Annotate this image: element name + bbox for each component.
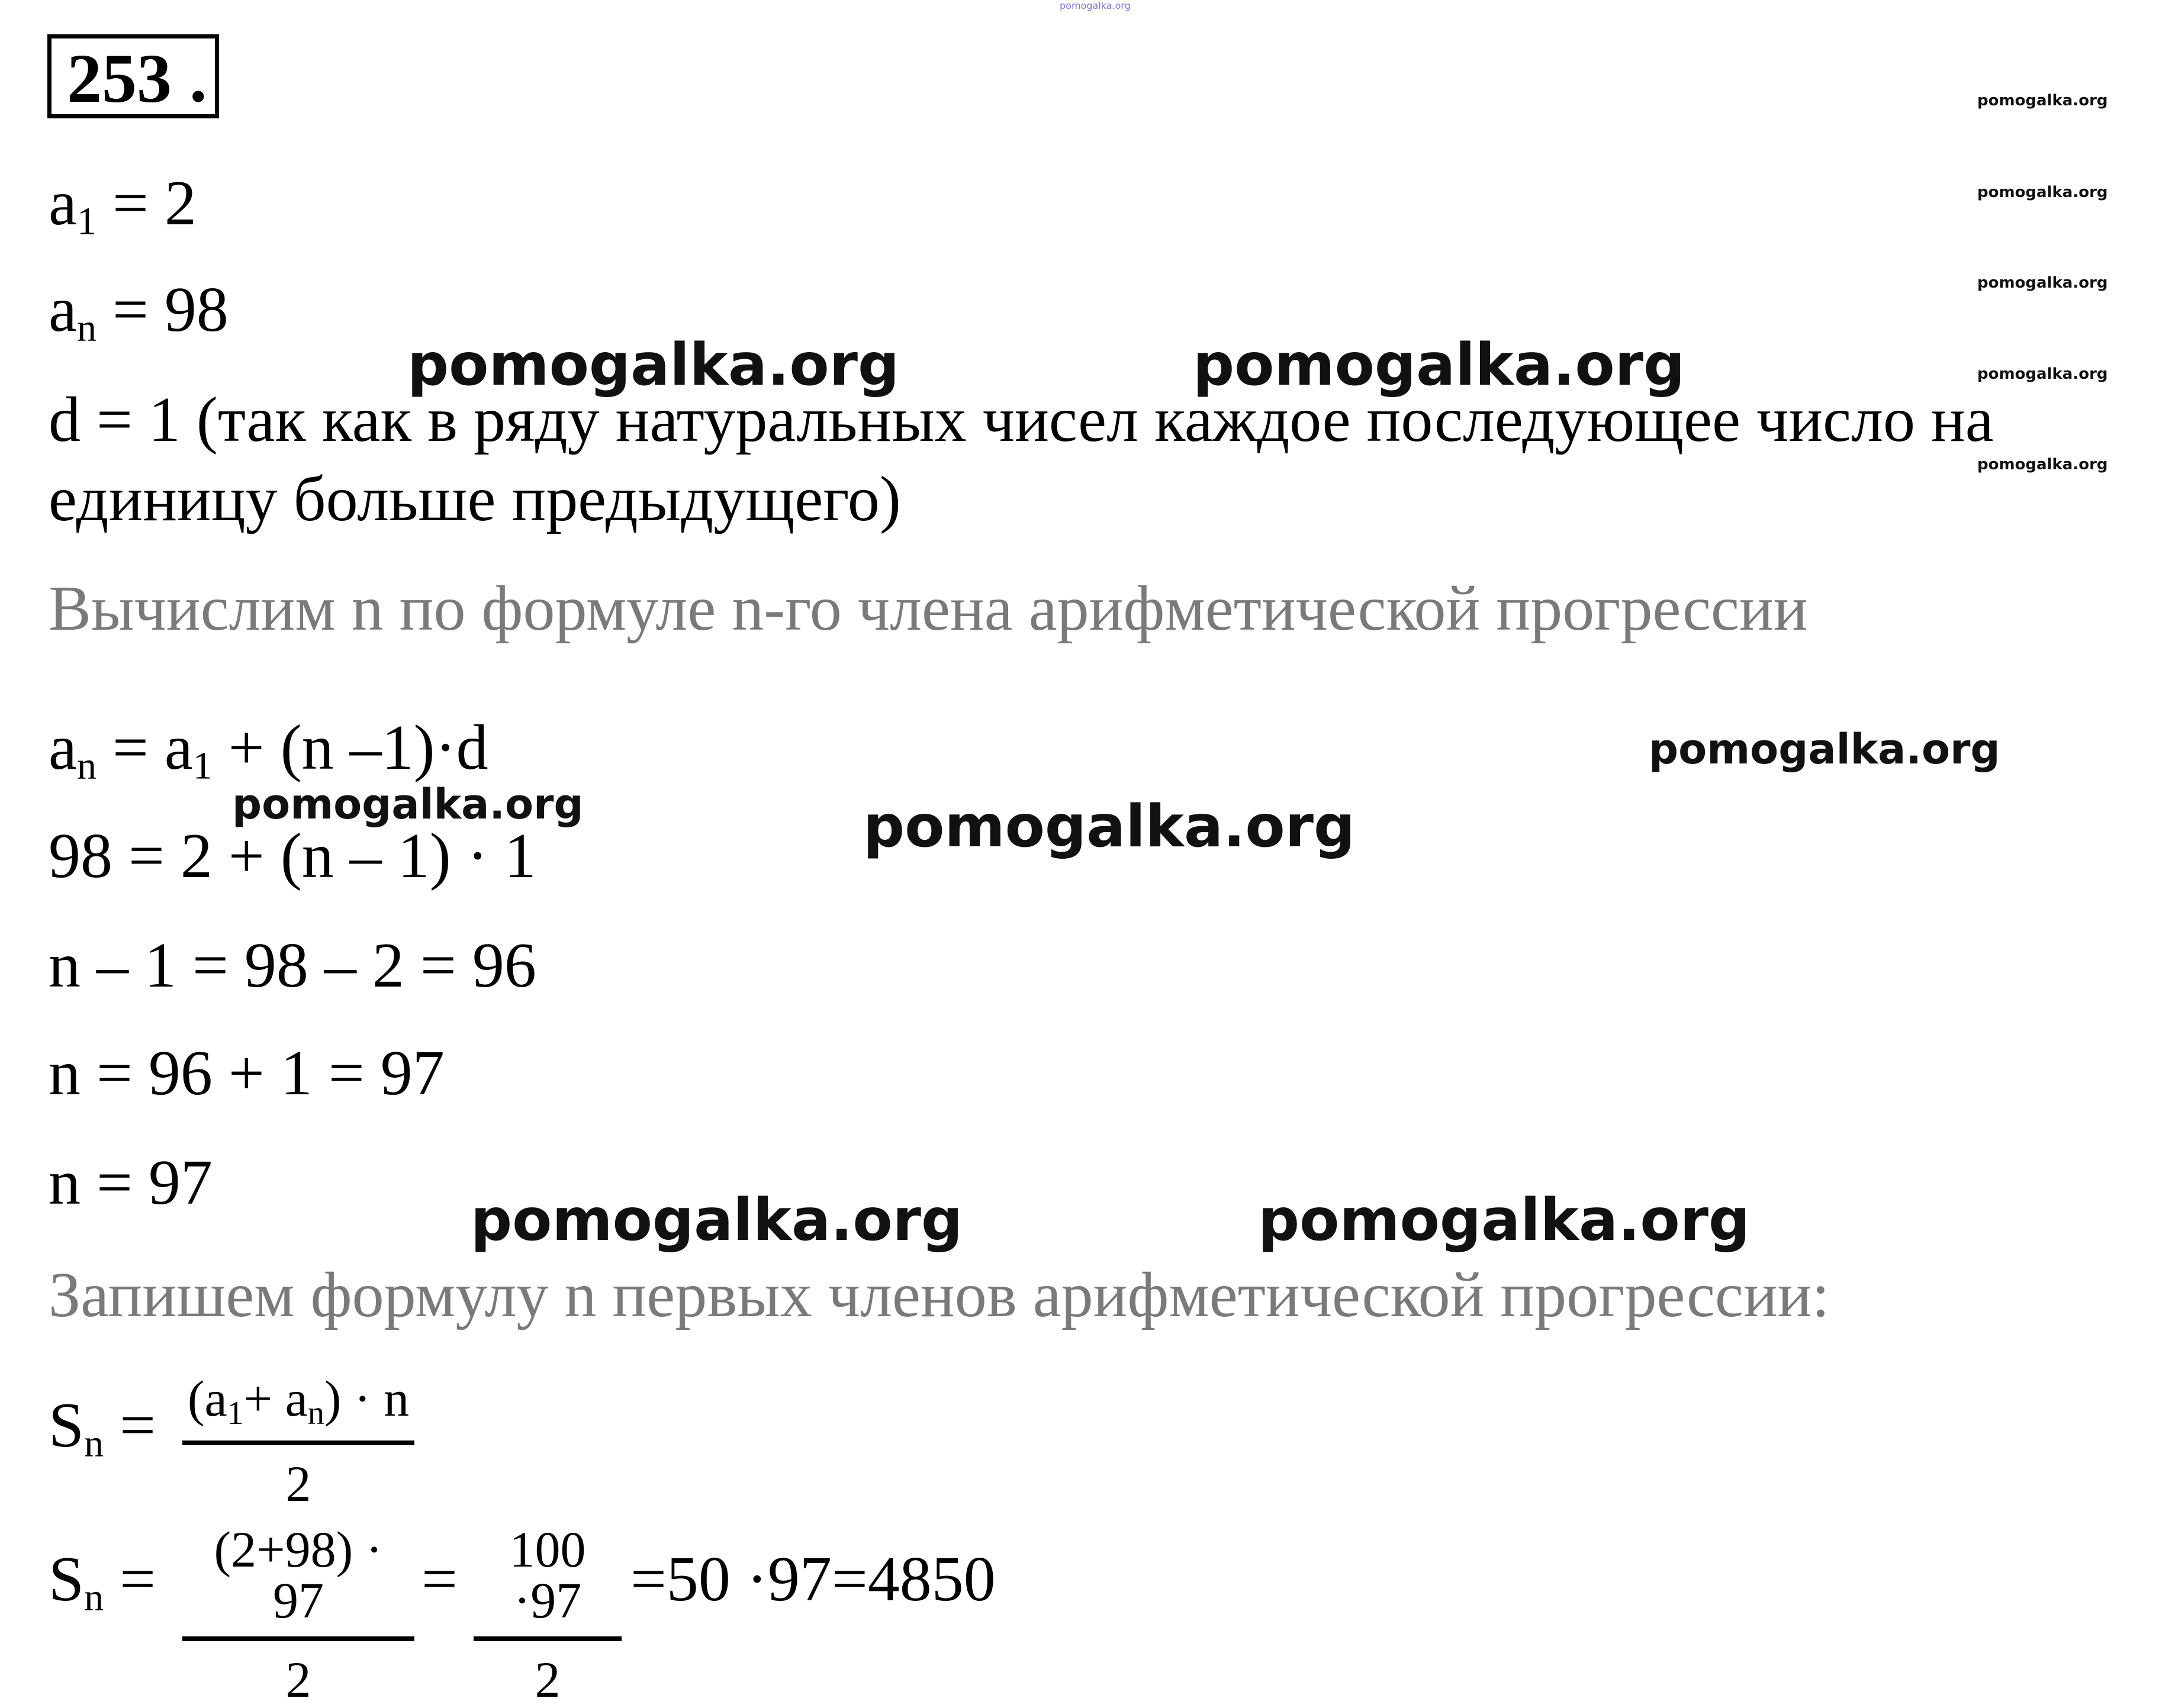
fraction-numerator: (2+98) · 97: [214, 1521, 383, 1629]
fraction-numerator: 100 ·97: [509, 1521, 586, 1629]
given-d-line1: d = 1 (так как в ряду натуральных чисел каждое последующее число на: [49, 385, 1994, 455]
formula-nth-term: $a_n = a_1 + (n$ –1)·d: [49, 713, 488, 788]
watermark-large: pomogalka.org: [1258, 1187, 1751, 1254]
step-line: n = 96 + 1 = 97: [49, 1038, 445, 1108]
fraction-denominator: 2: [535, 1651, 561, 1708]
step-line: n – 1 = 98 – 2 = 96: [49, 930, 536, 1001]
sum-formula-left: $S_n$ =: [49, 1390, 156, 1465]
sum-calc-result: =50 ·97=4850: [630, 1544, 996, 1614]
sum-calc-fraction-1: [182, 1521, 414, 1708]
task-number-dot: .: [189, 39, 207, 117]
watermark-right: pomogalka.org: [1977, 274, 2108, 292]
fraction-bar: [182, 1636, 414, 1641]
given-a1: $a_1 = 2$: [49, 168, 197, 243]
watermark-large: pomogalka.org: [863, 793, 1356, 861]
fraction-numerator: $(a_1+ a_n) \cdot n$: [187, 1370, 410, 1432]
watermark-medium: pomogalka.org: [232, 780, 584, 829]
sum-formula-fraction: [182, 1370, 414, 1512]
heading-sum-formula: Запишем формулу n первых членов арифметической прогрессии:: [49, 1260, 1830, 1330]
watermark-medium: pomogalka.org: [1649, 725, 2000, 774]
sum-calc-left: $S_n$ =: [49, 1544, 156, 1619]
task-number: 253: [67, 40, 172, 117]
watermark-right: pomogalka.org: [1977, 183, 2108, 201]
watermark-right: pomogalka.org: [1977, 365, 2108, 383]
step-line: 98 = 2 + (n – 1) · 1: [49, 821, 536, 891]
given-d-line2: единицу больше предыдущего): [49, 464, 901, 534]
fraction-bar: [474, 1636, 622, 1641]
watermark-large: pomogalka.org: [471, 1187, 963, 1254]
sum-calc-fraction-2: [474, 1521, 622, 1708]
watermark-right: pomogalka.org: [1977, 456, 2108, 473]
step-line: n = 97: [49, 1148, 213, 1218]
watermark-large: pomogalka.org: [1193, 331, 1685, 399]
sum-calc-equals: =: [421, 1544, 458, 1614]
given-an: $a_n = 98$: [49, 275, 229, 350]
watermark-top: pomogalka.org: [1060, 0, 1131, 11]
fraction-denominator: 2: [285, 1455, 311, 1512]
fraction-bar: [182, 1440, 414, 1445]
watermark-right: pomogalka.org: [1977, 92, 2108, 109]
watermark-large: pomogalka.org: [407, 331, 900, 399]
fraction-denominator: 2: [285, 1651, 311, 1708]
heading-nth-term: Вычислим n по формуле n-го члена арифметической прогрессии: [49, 573, 1808, 644]
